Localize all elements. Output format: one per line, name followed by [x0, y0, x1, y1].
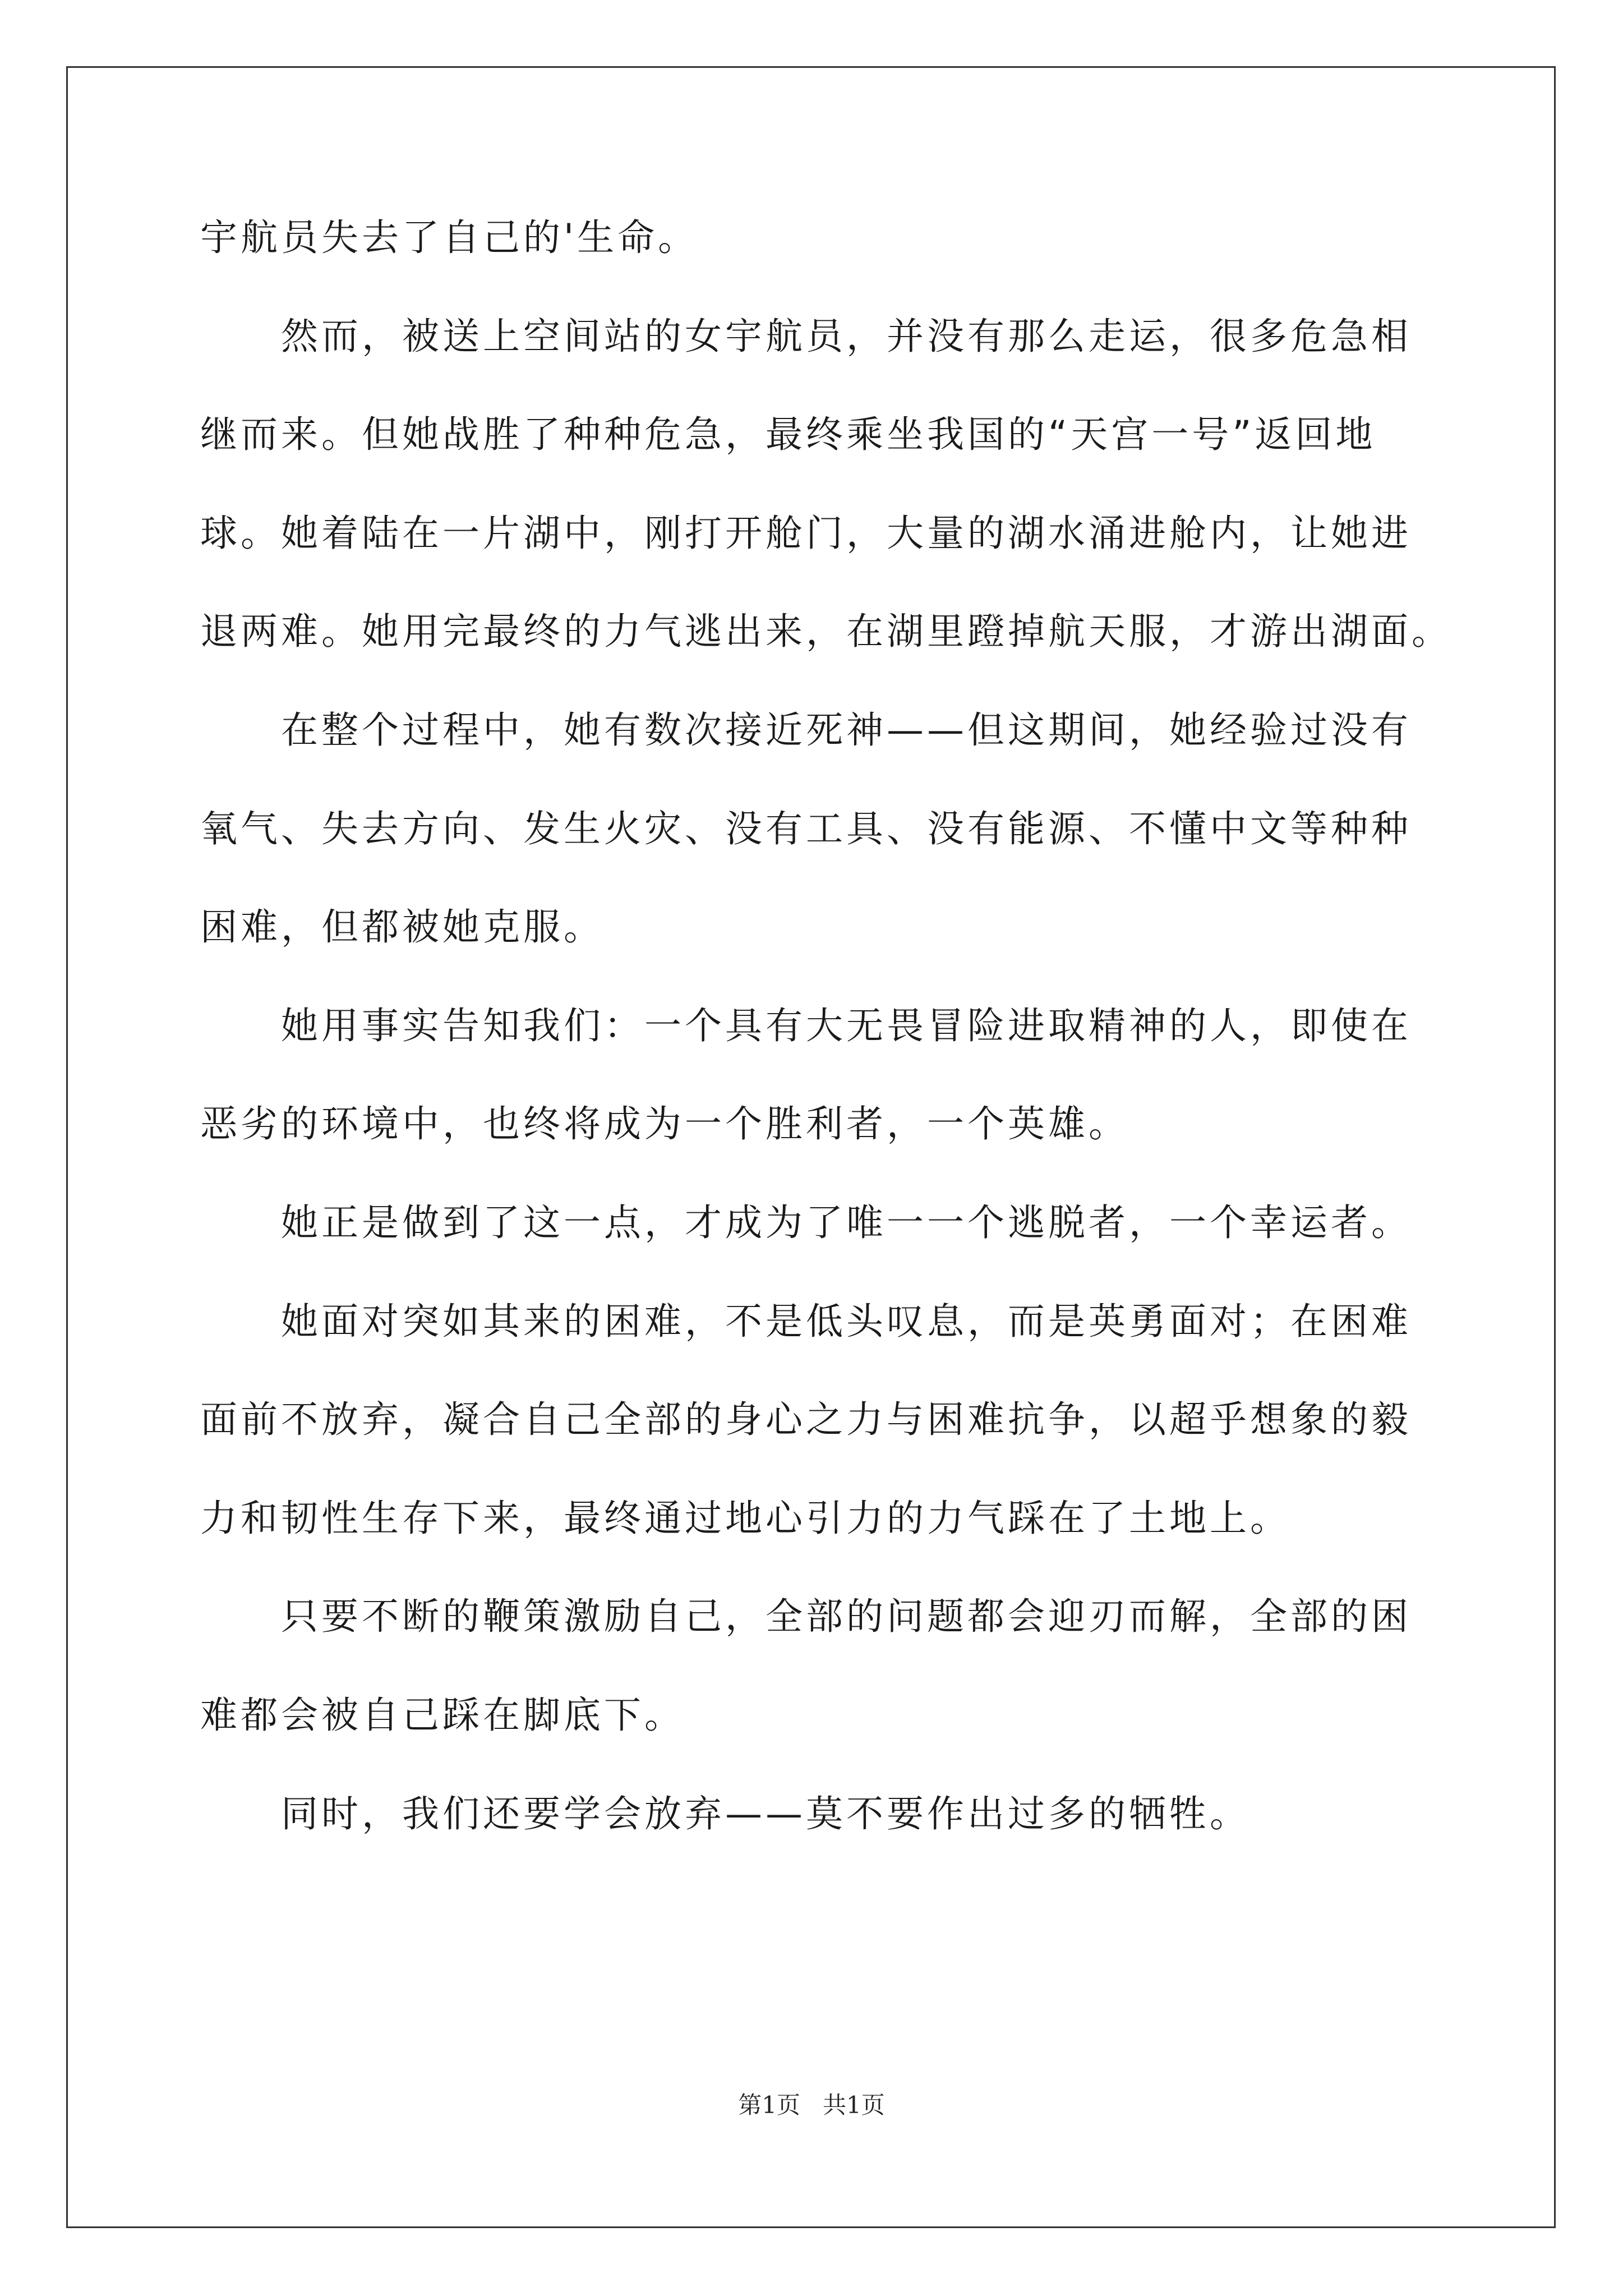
- text-line: 只要不断的鞭策激励自己，全部的问题都会迎刃而解，全部的困: [281, 1595, 1412, 1638]
- text-line: 力和韧性生存下来，最终通过地心引力的力气踩在了土地上。: [200, 1497, 1290, 1540]
- text-line: 面前不放弃，凝合自己全部的身心之力与困难抗争，以超乎想象的毅: [200, 1398, 1412, 1441]
- text-line: 氧气、失去方向、发生火灾、没有工具、没有能源、不懂中文等种种: [200, 807, 1412, 850]
- text-line: 同时，我们还要学会放弃——莫不要作出过多的牺牲。: [281, 1792, 1250, 1835]
- text-line: 恶劣的环境中，也终将成为一个胜利者，一个英雄。: [200, 1102, 1129, 1145]
- text-line: 在整个过程中，她有数次接近死神——但这期间，她经验过没有: [281, 708, 1412, 752]
- text-line: 她用事实告知我们：一个具有大无畏冒险进取精神的人，即使在: [281, 1004, 1412, 1047]
- text-line: 她面对突如其来的困难，不是低头叹息，而是英勇面对；在困难: [281, 1300, 1412, 1343]
- text-line: 继而来。但她战胜了种种危急，最终乘坐我国的“天宫一号”返回地: [200, 413, 1376, 456]
- text-line: 然而，被送上空间站的女宇航员，并没有那么走运，很多危急相: [281, 315, 1412, 358]
- text-line: 难都会被自己踩在脚底下。: [200, 1694, 685, 1737]
- text-line: 困难，但都被她克服。: [200, 905, 604, 949]
- text-line: 宇航员失去了自己的'生命。: [200, 216, 699, 259]
- page-number-footer: 第1页 共1页: [738, 2091, 885, 2119]
- text-line: 退两难。她用完最终的力气逃出来，在湖里蹬掉航天服，才游出湖面。: [200, 610, 1452, 653]
- text-line: 球。她着陆在一片湖中，刚打开舱门，大量的湖水涌进舱内，让她进: [200, 512, 1412, 555]
- text-line: 她正是做到了这一点，才成为了唯一一个逃脱者，一个幸运者。: [281, 1201, 1412, 1244]
